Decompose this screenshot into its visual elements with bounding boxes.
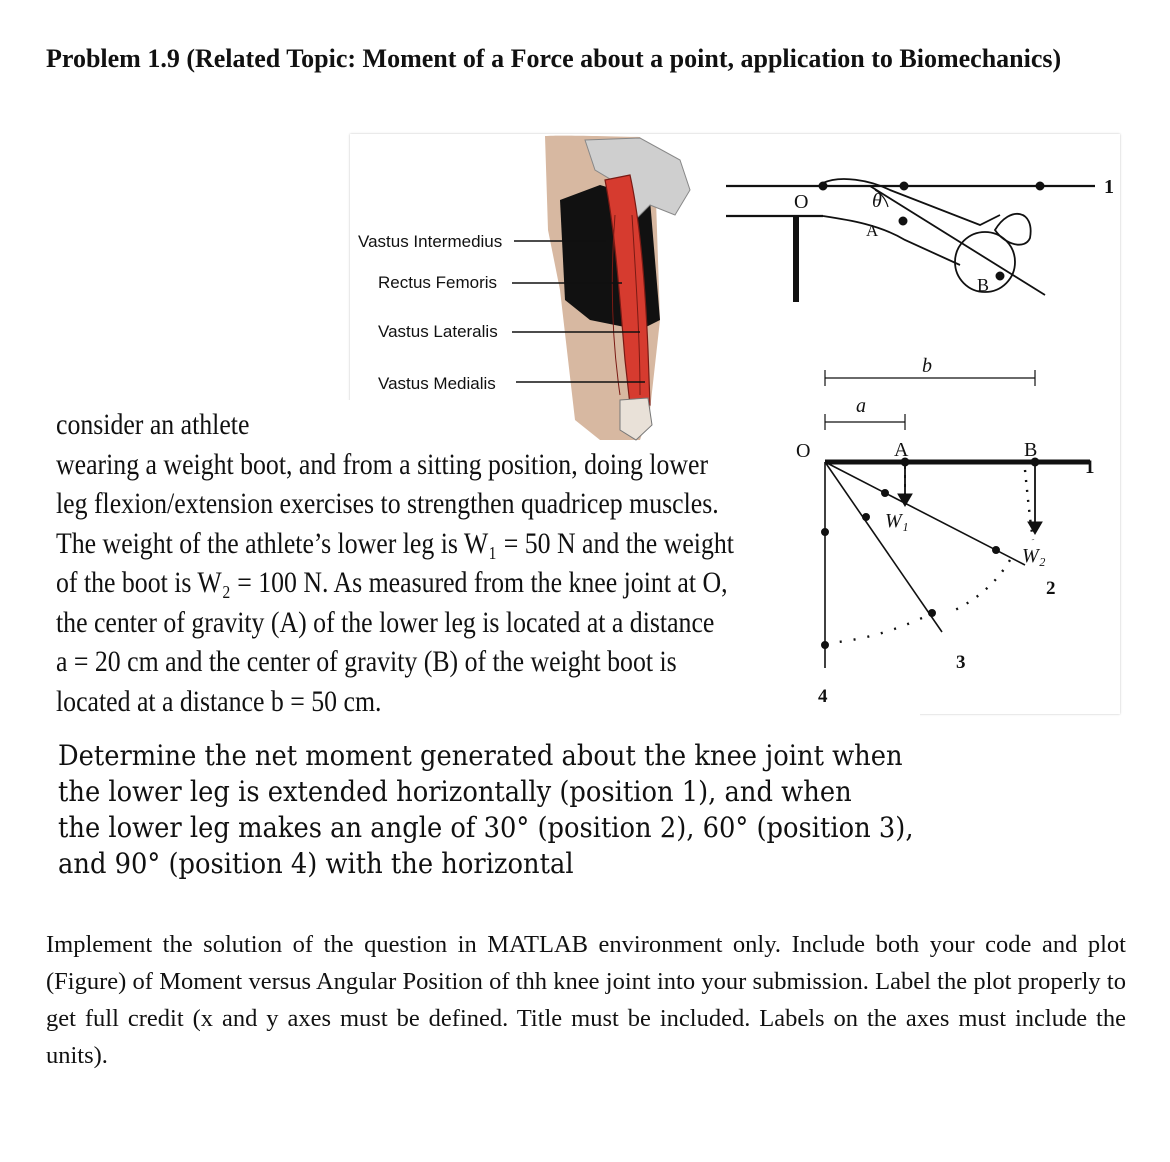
label-vastus-intermedius: Vastus Intermedius (358, 232, 503, 251)
thigh-illustration (545, 136, 690, 440)
top-label-theta: θ (872, 190, 882, 212)
problem-heading: Problem 1.9 (Related Topic: Moment of a Force about a point, application to Biomechanics) (46, 44, 1062, 73)
top-label-position-1: 1 (1104, 176, 1114, 198)
problem-statement (56, 405, 734, 721)
label-vastus-medialis: Vastus Medialis (378, 374, 496, 393)
problem-line: consider an athlete (56, 408, 250, 441)
problem-line: leg flexion/extension exercises to strengthen quadricep muscles. (56, 487, 719, 520)
weight-w1-label: W₁ (885, 510, 909, 532)
question-line: the lower leg is extended horizontally (position 1), and when (58, 775, 852, 808)
top-label-a: A (866, 221, 879, 240)
top-diagram (726, 179, 1095, 302)
question-line: and 90° (position 4) with the horizontal (58, 847, 574, 880)
question-line: Determine the net moment generated about the knee joint when (58, 739, 903, 772)
problem-line: of the boot is W₂ = 100 N. As measured from the knee joint at O, (56, 566, 728, 599)
problem-line: The weight of the athlete’s lower leg is W₁ = 50 N and the weight (56, 526, 734, 560)
top-label-b: B (977, 275, 990, 295)
top-diagram-labels (794, 176, 1114, 295)
label-vastus-lateralis: Vastus Lateralis (378, 322, 498, 341)
problem-line: the center of gravity (A) of the lower leg is located at a distance (56, 605, 715, 639)
instructions-paragraph: Implement the solution of the question in MATLAB environment only. Include both your code and plot (Figure) of Moment versus Angular Position of thh knee joint into your submission. Label the plot properly to get full credit (x and y axes must be defined. Title must be included. Labels on the axes must include the units). (46, 931, 1126, 1069)
bottom-diagram-labels (796, 355, 1095, 707)
point-b-label: B (1024, 439, 1038, 461)
dimension-b-label: b (922, 355, 932, 377)
position-1-label: 1 (1085, 457, 1095, 478)
problem-line: located at a distance b = 50 cm. (56, 684, 382, 718)
top-label-o: O (794, 191, 809, 213)
knee-joint-o-label: O (796, 440, 811, 462)
position-3-label: 3 (956, 652, 966, 673)
problem-line: a = 20 cm and the center of gravity (B) of the weight boot is (56, 645, 677, 678)
question-statement (58, 738, 914, 882)
position-2-label: 2 (1046, 578, 1056, 599)
muscle-labels (358, 232, 502, 393)
point-a-label: A (894, 439, 909, 461)
weight-w2-label: W₂ (1022, 545, 1046, 567)
label-rectus-femoris: Rectus Femoris (378, 273, 498, 292)
question-line: the lower leg makes an angle of 30° (position 2), 60° (position 3), (58, 811, 914, 844)
problem-line: wearing a weight boot, and from a sitting position, doing lower (56, 447, 709, 481)
dimension-a-label: a (856, 395, 866, 417)
position-4-label: 4 (818, 686, 828, 707)
